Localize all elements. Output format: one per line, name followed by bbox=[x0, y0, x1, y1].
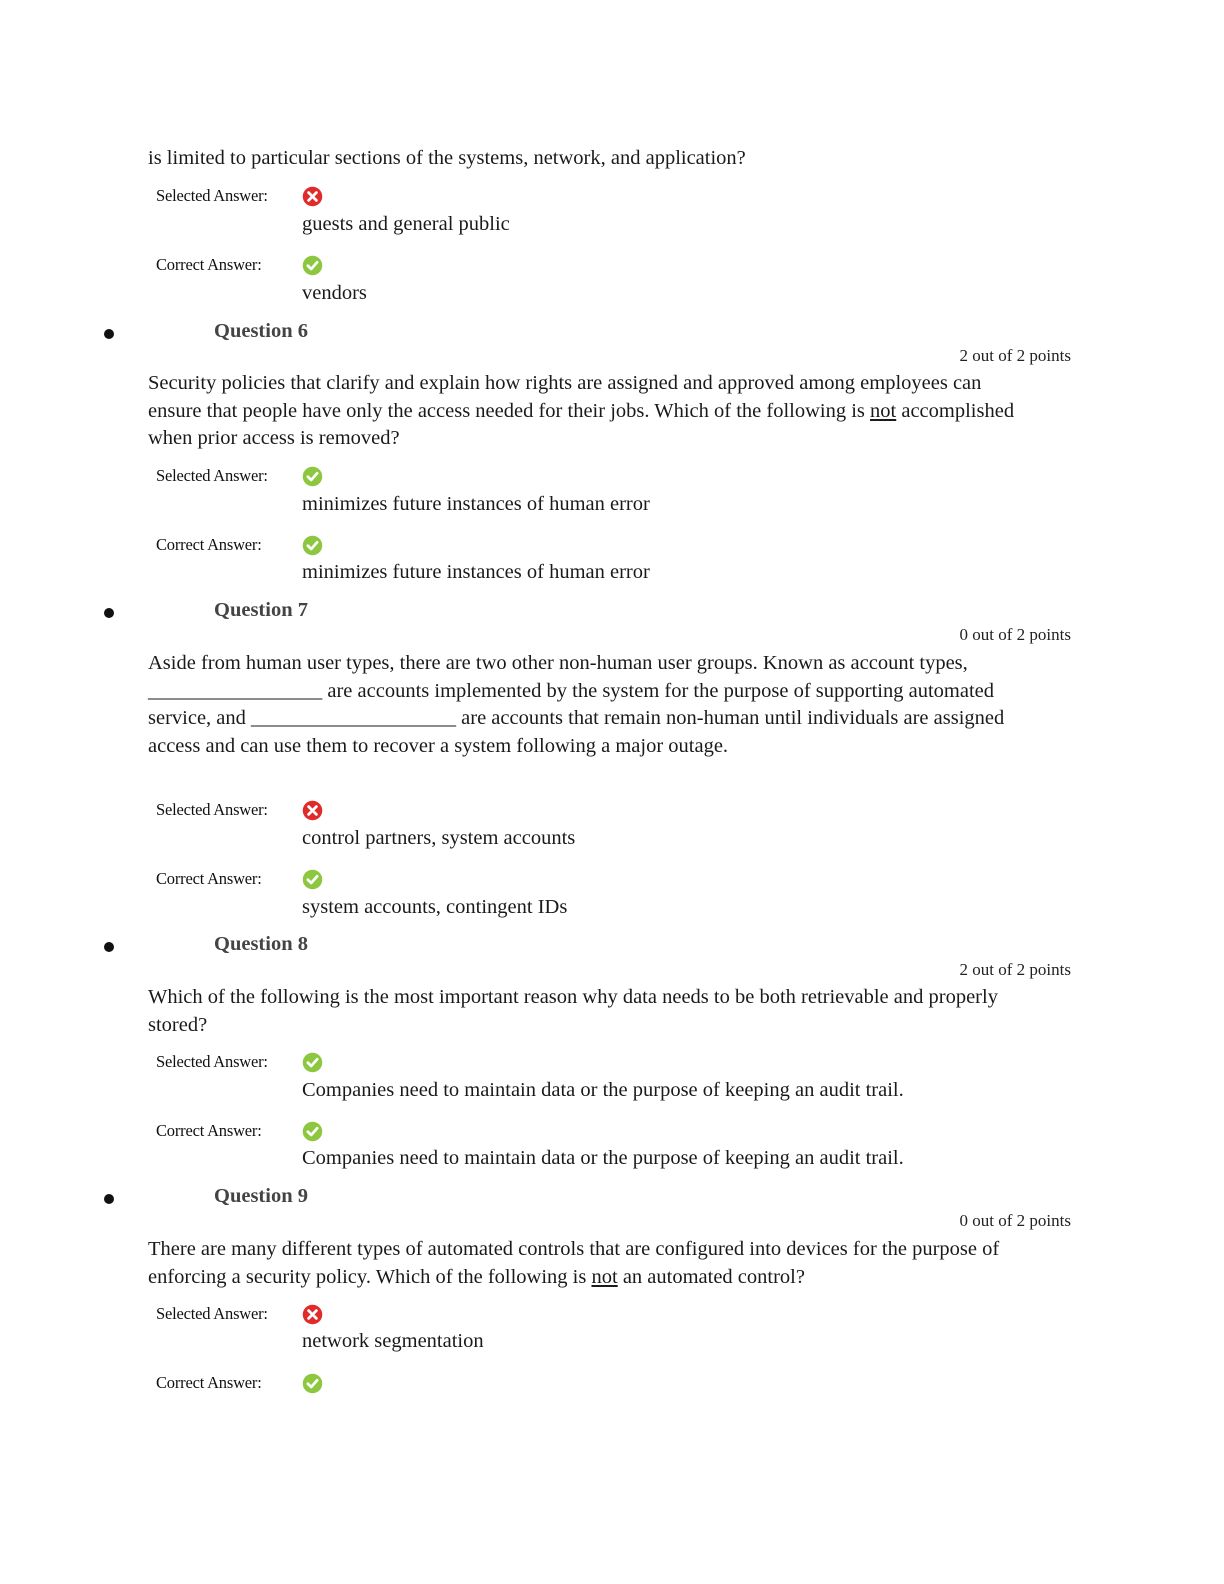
question-9-title: Question 9 bbox=[214, 1185, 308, 1207]
incorrect-icon bbox=[302, 800, 323, 821]
correct-icon bbox=[302, 466, 323, 487]
list-bullet bbox=[104, 608, 114, 618]
correct-answer-text: minimizes future instances of human error bbox=[302, 561, 650, 583]
correct-answer-text: vendors bbox=[302, 282, 367, 304]
correct-answer-label: Correct Answer: bbox=[156, 1121, 262, 1140]
correct-icon bbox=[302, 255, 323, 276]
correct-icon bbox=[302, 1121, 323, 1142]
correct-answer-label: Correct Answer: bbox=[156, 1373, 262, 1392]
correct-answer-text: Companies need to maintain data or the purpose of keeping an audit trail. bbox=[302, 1147, 904, 1169]
selected-answer-text: guests and general public bbox=[302, 213, 510, 235]
selected-answer-label: Selected Answer: bbox=[156, 1052, 268, 1071]
question-8-title: Question 8 bbox=[214, 933, 308, 955]
correct-answer-label: Correct Answer: bbox=[156, 869, 262, 888]
question-9-text: There are many different types of automated controls that are configured into devices for the purpose of enforcing a security policy. Which of the following is not an automated control? bbox=[148, 1238, 1000, 1288]
selected-answer-text: Companies need to maintain data or the purpose of keeping an audit trail. bbox=[302, 1079, 904, 1101]
selected-answer-label: Selected Answer: bbox=[156, 1304, 268, 1323]
question-7-points: 0 out of 2 points bbox=[959, 625, 1071, 644]
selected-answer-text: network segmentation bbox=[302, 1330, 484, 1352]
underlined-not: not bbox=[870, 399, 897, 422]
question-6-title: Question 6 bbox=[214, 320, 308, 342]
question-8-text: Which of the following is the most important reason why data needs to be both retrievable and properly stored? bbox=[148, 986, 998, 1036]
list-bullet bbox=[104, 329, 114, 339]
incorrect-icon bbox=[302, 186, 323, 207]
question-7-title: Question 7 bbox=[214, 599, 308, 621]
selected-answer-text: control partners, system accounts bbox=[302, 827, 576, 849]
list-bullet bbox=[104, 942, 114, 952]
incorrect-icon bbox=[302, 1304, 323, 1325]
underlined-not: not bbox=[591, 1265, 618, 1288]
selected-answer-label: Selected Answer: bbox=[156, 466, 268, 485]
question-6-points: 2 out of 2 points bbox=[959, 346, 1071, 365]
correct-icon bbox=[302, 1052, 323, 1073]
correct-answer-text: system accounts, contingent IDs bbox=[302, 896, 568, 918]
correct-answer-label: Correct Answer: bbox=[156, 255, 262, 274]
correct-answer-label: Correct Answer: bbox=[156, 535, 262, 554]
question-8-points: 2 out of 2 points bbox=[959, 960, 1071, 979]
question-9-points: 0 out of 2 points bbox=[959, 1211, 1071, 1230]
correct-icon bbox=[302, 535, 323, 556]
question-7-text: Aside from human user types, there are two other non-human user groups. Known as account types, _________________ are accounts implemented by the system for the purpose of supporting automated service, and ____________________ are accounts that remain non-human until individuals are assigned access and can use them to recover a system following a major outage. bbox=[148, 652, 1005, 757]
selected-answer-label: Selected Answer: bbox=[156, 186, 268, 205]
question-6-text: Security policies that clarify and explain how rights are assigned and approved among employees can ensure that people have only the access needed for their jobs. Which of the following is not accomplished when prior access is removed? bbox=[148, 372, 1015, 449]
question-5-text-tail: is limited to particular sections of the systems, network, and application? bbox=[148, 147, 746, 169]
correct-icon bbox=[302, 869, 323, 890]
selected-answer-text: minimizes future instances of human error bbox=[302, 493, 650, 515]
correct-icon bbox=[302, 1373, 323, 1394]
list-bullet bbox=[104, 1194, 114, 1204]
selected-answer-label: Selected Answer: bbox=[156, 800, 268, 819]
